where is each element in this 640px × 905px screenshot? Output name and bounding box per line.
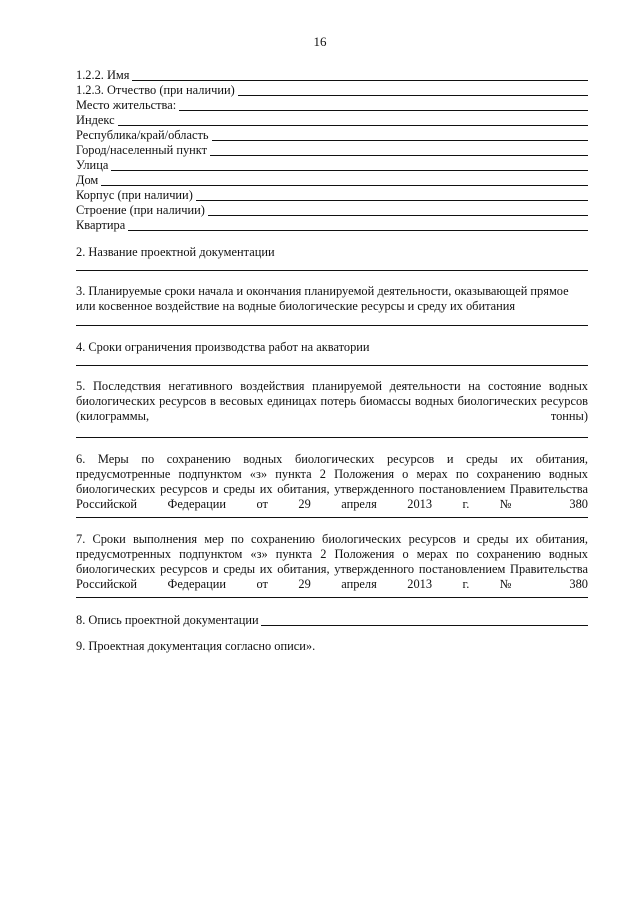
section-3-title: 3. Планируемые сроки начала и окончания планируемой деятельности, оказывающей прямое или косвенное воздействие на водные биологические ресурсы и среду их обитания [76,284,569,313]
section-8-row[interactable] [76,613,588,628]
blank-line [208,204,588,216]
field-label: 1.2.3. Отчество (при наличии) [76,83,235,97]
field-residence[interactable] [76,98,588,113]
field-city[interactable] [76,143,588,158]
field-label: 1.2.2. Имя [76,68,130,82]
blank-line [179,99,588,111]
section-5-title: 5. Последствия негативного воздействия планируемой деятельности на состояние водных биологических ресурсов в весовых единицах потерь биомассы водных биологических ресурсов (килограммы, тонны) [76,379,588,423]
field-label: Республика/край/область [76,128,209,142]
section-6-title: 6. Меры по сохранению водных биологических ресурсов и среды их обитания, предусмотренные подпунктом «з» пункта 2 Положения о мерах по сохранению водных биологических ресурсов и среды их обитания, утвержденного постановлением Правительства Российской Федерации от 29 апреля 2013 г. № 380 [76,452,588,511]
field-label: Квартира [76,218,126,232]
field-house[interactable] [76,173,588,188]
section-7-title: 7. Сроки выполнения мер по сохранению биологических ресурсов и среды их обитания, предусмотренных подпунктом «з» пункта 2 Положения о мерах по сохранению водных биологических ресурсов и среды их обитания, утвержденного постановлением Правительства Российской Федерации от 29 апреля 2013 г. № 380 [76,532,588,591]
field-apartment[interactable] [76,218,588,233]
field-label: Строение (при наличии) [76,203,205,217]
blank-line [210,144,588,156]
section-4-title: 4. Сроки ограничения производства работ на акватории [76,340,370,354]
section-2-title: 2. Название проектной документации [76,245,275,259]
field-structure[interactable] [76,203,588,218]
field-label: Улица [76,158,109,172]
blank-line [212,129,588,141]
section-8-answer-line [261,614,588,626]
section-8-title: 8. Опись проектной документации [76,613,259,627]
field-label: Место жительства: [76,98,177,112]
page-number: 16 [313,34,327,49]
field-label: Дом [76,173,99,187]
form-content [76,68,588,654]
blank-line [118,114,588,126]
field-patronymic[interactable] [76,83,588,98]
field-region[interactable] [76,128,588,143]
blank-line [128,219,588,231]
field-label: Индекс [76,113,115,127]
field-name[interactable] [76,68,588,83]
blank-line [101,174,588,186]
blank-line [238,84,588,96]
blank-line [196,189,588,201]
address-fields [76,68,588,233]
blank-line [111,159,588,171]
field-index[interactable] [76,113,588,128]
blank-line [132,69,588,81]
section-9-title: 9. Проектная документация согласно описи». [76,639,316,653]
field-building[interactable] [76,188,588,203]
field-street[interactable] [76,158,588,173]
field-label: Корпус (при наличии) [76,188,193,202]
field-label: Город/населенный пункт [76,143,208,157]
